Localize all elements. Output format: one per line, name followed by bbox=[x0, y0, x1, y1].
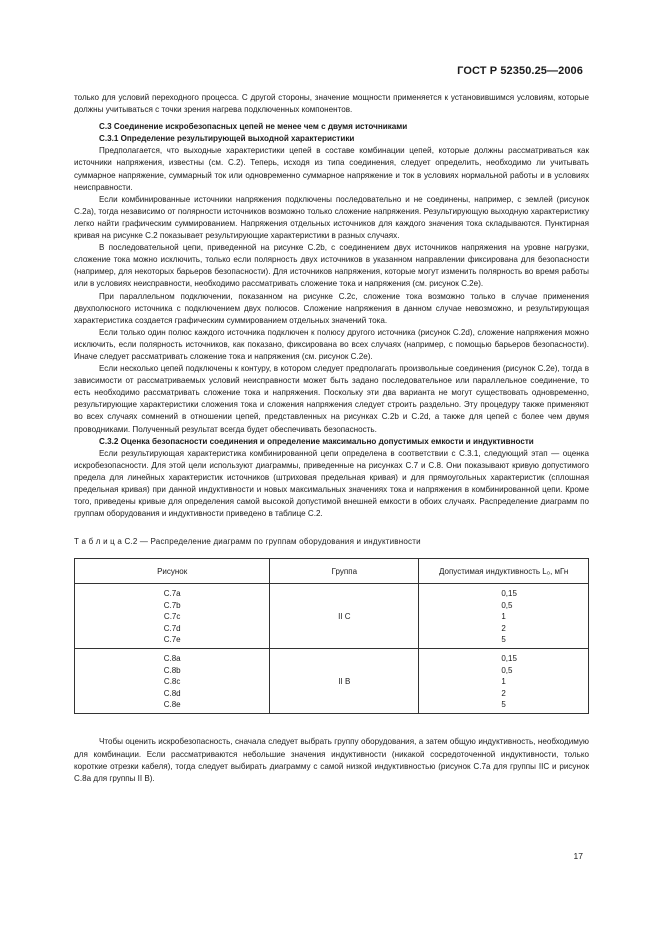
section-c3-title: С.3 Соединение искробезопасных цепей не менее чем с двумя источниками bbox=[99, 122, 408, 132]
group-cell: II В bbox=[270, 649, 419, 714]
figure-label: С.8с bbox=[163, 677, 181, 687]
diagram-distribution-table bbox=[74, 558, 589, 714]
column-header-inductance: Допустимая индуктивность L₀, мГн bbox=[419, 559, 589, 584]
document-number: ГОСТ Р 52350.25—2006 bbox=[457, 65, 583, 77]
c31-paragraph-1: Предполагается, что выходные характеристики цепей в составе комбинации цепей, которые должны рассматриваться как источники напряжения, известны (см. С.2). Теперь, исходя из типа соединения, следует определить, необходимо ли учитывать суммарное напряжение, суммарный ток или одновременно суммарное напряжение и ток в условиях нормальной работы и в условиях неисправности. bbox=[74, 146, 589, 192]
inductance-value: 0,15 bbox=[501, 589, 517, 599]
inductance-value: 1 bbox=[501, 612, 506, 622]
section-c31-title: С.3.1 Определение результирующей выходной характеристики bbox=[99, 134, 355, 144]
section-c32-title: С.3.2 Оценка безопасности соединения и определение максимально допустимых емкости и индуктивности bbox=[99, 436, 534, 446]
figure-label: С.7b bbox=[163, 600, 181, 610]
column-header-group: Группа bbox=[270, 559, 419, 584]
c31-paragraph-6: Если несколько цепей подключены к контуру, в котором следует предполагать произвольные соединения (рисунок С.2е), тогда в зависимости от рассматриваемых условий неисправности может быть задано последовательное или параллельное соединение, то есть необходимо рассматривать сложение тока и напряжения. Поскольку эти два варианта не могут существовать одновременно, результирующие характеристики сложения тока и сложения напряжения следует строить раздельно. Эту процедуру также применяют во всех случаях сомнений в отношении цепей, представленных на рисунках С.2b и С.2d, а также для цепей с более чем двумя проводниками. Полученный результат всегда будет обеспечивать безопасность. bbox=[74, 364, 589, 434]
group-cell: II С bbox=[270, 584, 419, 649]
page-number: 17 bbox=[573, 851, 583, 861]
inductance-value: 2 bbox=[501, 688, 506, 698]
figure-label: С.7е bbox=[163, 635, 181, 644]
inductance-value: 1 bbox=[501, 677, 506, 687]
inductance-value: 0,5 bbox=[501, 600, 513, 610]
inductance-value: 0,15 bbox=[501, 654, 517, 664]
figure-label: С.7с bbox=[163, 612, 181, 622]
inductance-value: 0,5 bbox=[501, 665, 513, 675]
figure-label: С.7а bbox=[163, 589, 181, 599]
table-header-row bbox=[75, 559, 589, 584]
figure-label: С.8b bbox=[163, 665, 181, 675]
figure-label: С.8а bbox=[163, 654, 181, 664]
c31-paragraph-3: В последовательной цепи, приведенной на рисунке С.2b, с соединением двух источников напряжения на уровне нагрузки, сложение тока можно исключить, только если полярность двух источников в указанном направлении фиксирована для безопасности (например, для некоторых барьеров безопасности). Для источников напряжения, которые могут изменить полярность во время работы или в условиях неисправности, необходимо рассматривать сложение тока и напряжения (см. рисунок С.2е). bbox=[74, 243, 589, 289]
table-row bbox=[75, 649, 589, 714]
figure-cell bbox=[75, 649, 270, 714]
c31-paragraph-4: При параллельном подключении, показанном на рисунке С.2с, сложение тока возможно только в случае применения двухполюсного источника с подключением двух полюсов. Сложение напряжения в данном случае невозможно, и результирующая характеристика создается графическим суммированием отдельных значений тока. bbox=[74, 291, 589, 325]
c31-paragraph-2: Если комбинированные источники напряжения подключены последовательно и не соединены, например, с землей (рисунок С.2а), тогда независимо от полярности источников возможно только сложение напряжения. Результирующую выходную характеристику легко найти графическим суммированием. Напряжения отдельных источников для каждого значения тока складываются. Пунктирная кривая на рисунке С.2 показывает результирующие характеристики в разных случаях. bbox=[74, 194, 589, 241]
c32-paragraph-1: Если результирующая характеристика комбинированной цепи определена в соответствии с С.3.1, следующий этап — оценка искробезопасности. Для этой цели используют диаграммы, приведенные на рисунках С.7 и С.8. Они показывают кривую допустимого предела для линейных характеристик источников (штриховая предельная кривая) и для прямоугольных характеристик (сплошная предельная кривая) при данной индуктивности и новых максимальных значениях тока и напряжения в комбинированной цепи. Кроме того, приведены кривые для определения самой высокой допустимой внешней емкости в обоих случаях. Распределение диаграмм по группам оборудования и индуктивности приведено в таблице С.2. bbox=[74, 448, 589, 519]
column-header-figure: Рисунок bbox=[75, 559, 270, 584]
inductance-cell bbox=[419, 649, 589, 714]
figure-label: С.7d bbox=[163, 623, 181, 633]
intro-paragraph: только для условий переходного процесса. С другой стороны, значение мощности применяется к установившимся условиям, которые должны учитываться с точки зрения нагрева подключенных компонентов. bbox=[74, 93, 589, 115]
page-content bbox=[74, 92, 589, 785]
table-row bbox=[75, 584, 589, 649]
c31-paragraph-5: Если только один полюс каждого источника подключен к полюсу другого источника (рисунок С.2d), сложение напряжения можно исключить, если полярность источников, как показано, фиксирована во всех случаях (например, с помощью барьеров безопасности). Иначе следует рассматривать сложение тока и напряжения (см. рисунок С.2е). bbox=[74, 327, 589, 361]
inductance-cell bbox=[419, 584, 589, 649]
figure-label: С.8е bbox=[163, 700, 181, 710]
inductance-value: 2 bbox=[501, 623, 506, 633]
figure-label: С.8d bbox=[163, 688, 181, 698]
closing-paragraph: Чтобы оценить искробезопасность, сначала следует выбрать группу оборудования, а затем общую индуктивность, необходимую для комбинации. Если рассматриваются небольшие значения индуктивности (никакой сосредоточенной индуктивности, только короткие отрезки кабеля), тогда следует выбирать диаграмму с самой низкой индуктивностью (рисунок С.7а для группы IIС и рисунок С.8а для группы II В). bbox=[74, 737, 589, 783]
figure-cell bbox=[75, 584, 270, 649]
inductance-value: 5 bbox=[501, 700, 506, 710]
table-caption: Т а б л и ц а С.2 — Распределение диаграмм по группам оборудования и индуктивности bbox=[74, 537, 421, 547]
inductance-value: 5 bbox=[501, 635, 506, 644]
